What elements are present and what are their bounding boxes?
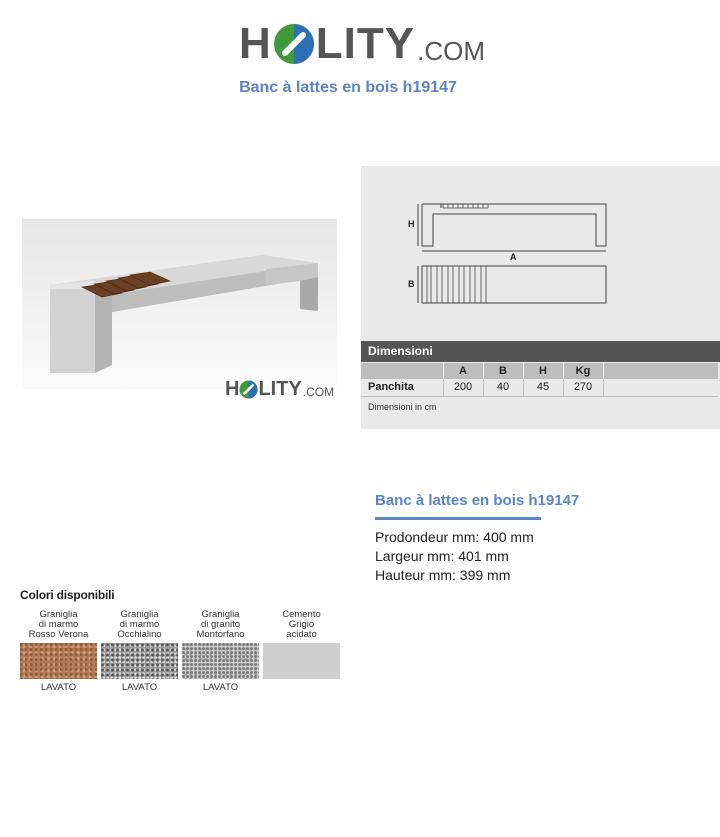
dimensions-header-row xyxy=(361,363,718,379)
swatch-finish: LAVATO xyxy=(121,682,158,693)
technical-sheet xyxy=(361,166,720,429)
photo-watermark-logo xyxy=(225,379,334,399)
product-photo xyxy=(22,219,337,389)
swatch-label: Graniglia di granito Montorfano xyxy=(196,609,245,640)
swatch-label: Graniglia di marmo Occhialino xyxy=(117,609,162,640)
col-header: B xyxy=(483,363,523,379)
technical-drawing xyxy=(361,166,720,341)
swatch-finish: LAVATO xyxy=(202,682,239,693)
swatch-rosso-verona[interactable] xyxy=(20,610,97,693)
dimensions-header: Dimensioni xyxy=(361,341,720,362)
swatch-label: Cemento Grigio acidato xyxy=(282,609,321,640)
label-b: B xyxy=(408,279,415,289)
swatch-color xyxy=(101,643,178,679)
cell-value: 45 xyxy=(523,379,563,396)
table-row xyxy=(361,379,718,396)
col-header: A xyxy=(443,363,483,379)
label-h: H xyxy=(408,219,415,229)
swatch-cemento-grigio[interactable] xyxy=(263,610,340,682)
spec-width: Largeur mm: 401 mm xyxy=(375,548,509,564)
product-info xyxy=(375,492,675,585)
swatch-color xyxy=(263,643,340,679)
spec-height: Hauteur mm: 399 mm xyxy=(375,567,511,583)
swatch-color xyxy=(182,643,259,679)
dimensions-note: Dimensioni in cm xyxy=(368,402,437,412)
swatch-montorfano[interactable] xyxy=(182,610,259,693)
title-underline xyxy=(375,517,541,520)
swatch-label: Graniglia di marmo Rosso Verona xyxy=(28,609,89,640)
swatch-finish: LAVATO xyxy=(40,682,77,693)
label-a: A xyxy=(510,252,517,262)
product-title: Banc à lattes en bois h19147 xyxy=(375,492,580,509)
cell-value: 270 xyxy=(563,379,603,396)
cell-value: 200 xyxy=(443,379,483,396)
logo-text-lity: LITY xyxy=(315,19,416,68)
logo-suffix: .COM xyxy=(417,36,485,66)
photo-logo-lity: LITY xyxy=(258,378,302,400)
bench-illustration xyxy=(22,219,337,389)
cell-value: 40 xyxy=(483,379,523,396)
spec-depth: Prodondeur mm: 400 mm xyxy=(375,529,534,545)
colors-section xyxy=(20,588,340,693)
dimensions-table xyxy=(361,363,718,397)
photo-logo-suffix: .COM xyxy=(302,385,335,399)
col-header: H xyxy=(523,363,563,379)
col-header: Kg xyxy=(563,363,603,379)
logo-o-icon xyxy=(273,23,315,65)
row-name: Panchita xyxy=(361,379,443,396)
logo-text-h: H xyxy=(239,19,272,68)
swatch-occhialino[interactable] xyxy=(101,610,178,693)
brand-logo[interactable] xyxy=(239,12,485,66)
photo-logo-h: H xyxy=(225,378,240,400)
logo-wordmark xyxy=(239,19,416,68)
colors-title: Colori disponibili xyxy=(20,588,115,602)
swatch-color xyxy=(20,643,97,679)
page-title: Banc à lattes en bois h19147 xyxy=(239,79,457,96)
photo-logo-o-icon xyxy=(239,380,258,399)
